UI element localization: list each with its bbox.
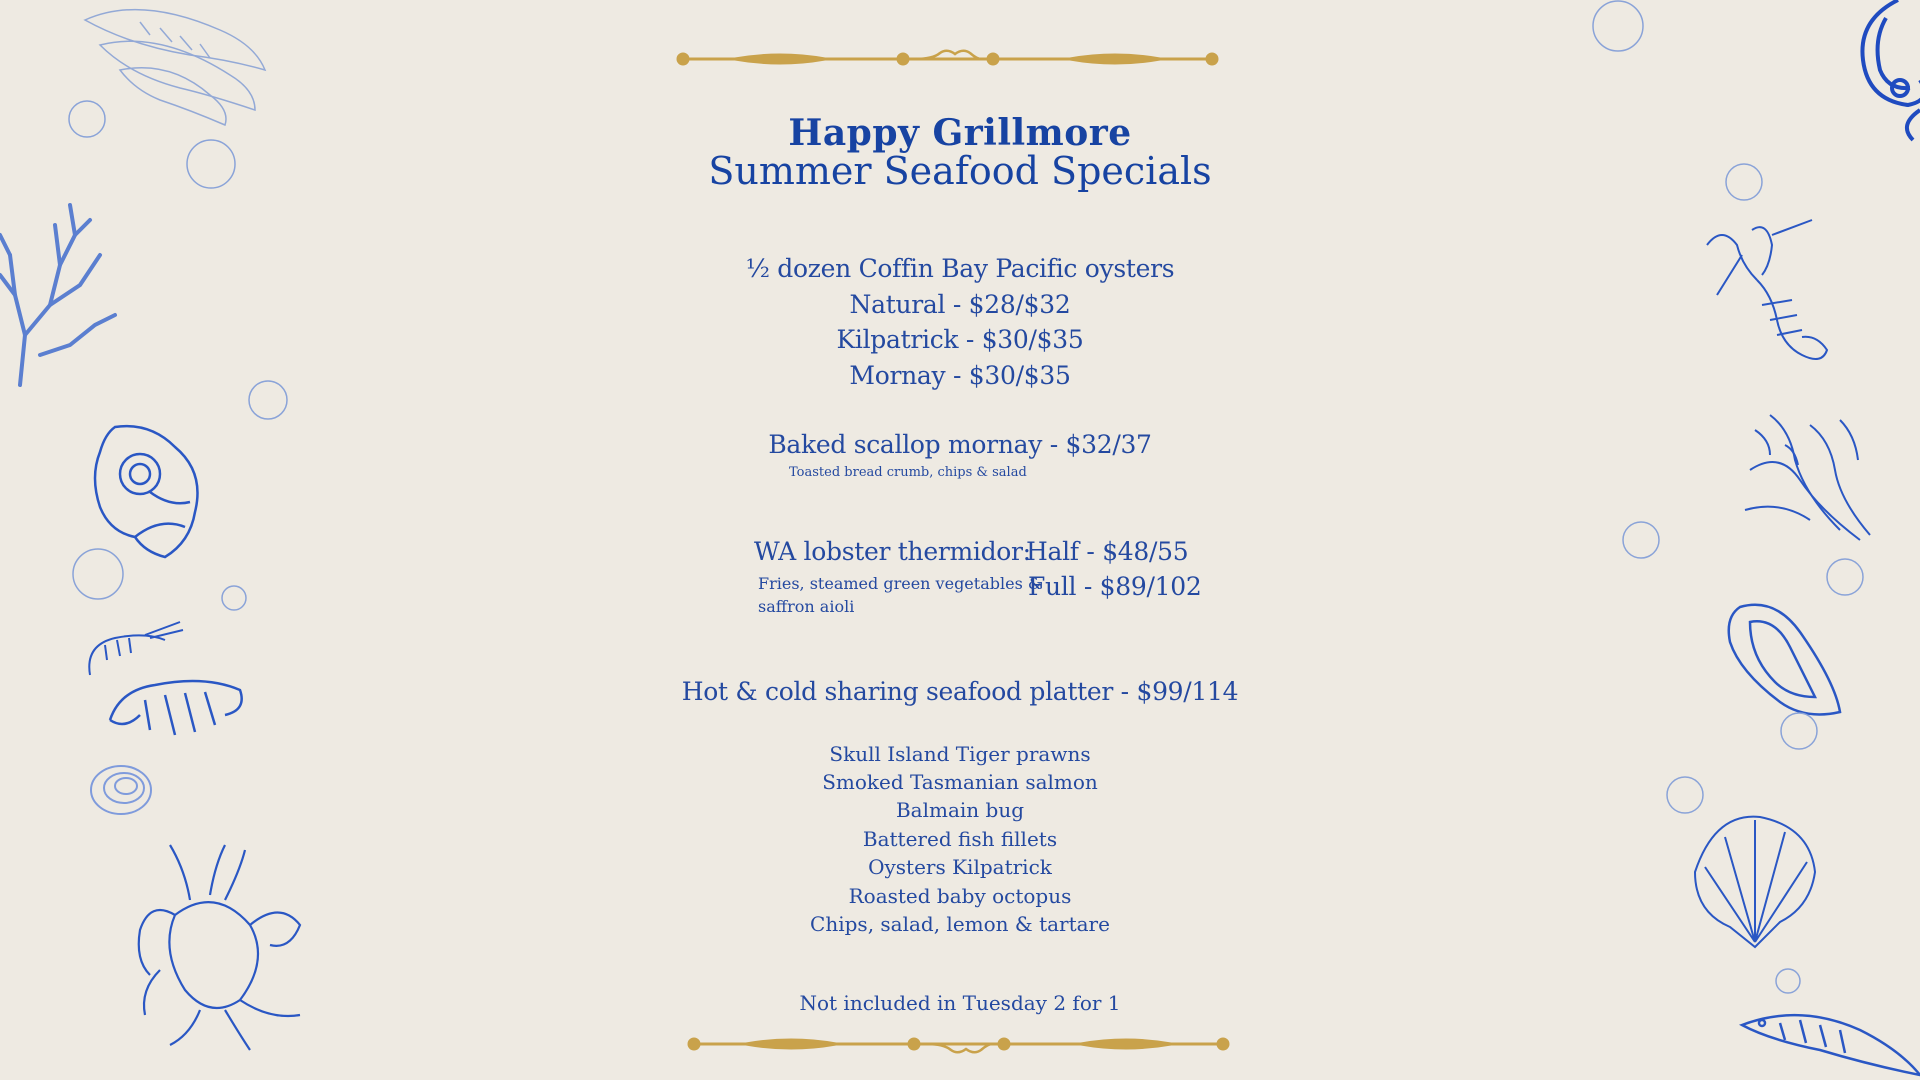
bubble-icon [1592, 0, 1644, 52]
lobster-half-price: Half - $48/55 [1026, 537, 1189, 566]
platter-item: Chips, salad, lemon & tartare [810, 912, 1110, 936]
shell-icon [90, 422, 205, 562]
shrimp-icon [105, 660, 250, 740]
platter-item: Roasted baby octopus [848, 884, 1072, 908]
platter-item: Balmain bug [895, 798, 1025, 822]
bubble-icon [1780, 712, 1818, 750]
platter-line: Hot & cold sharing seafood platter - $99/114 [681, 677, 1239, 706]
bottom-ornament-divider-icon [686, 1033, 1231, 1059]
lobster-icon [1702, 225, 1837, 380]
bubble-icon [248, 380, 288, 420]
oyster-option-kilpatrick: Kilpatrick - $30/$35 [836, 325, 1084, 354]
bubble-icon [186, 139, 236, 189]
scallop-line: Baked scallop mornay - $32/37 [768, 430, 1152, 459]
top-ornament-divider-icon [675, 48, 1220, 74]
seaweed-icon [1740, 410, 1880, 545]
shell-icon [88, 762, 154, 818]
page-title: Summer Seafood Specials [708, 149, 1212, 193]
lobster-note-line-1: Fries, steamed green vegetables & [758, 574, 1043, 593]
crab-icon [130, 840, 310, 1050]
scallop-note: Toasted bread crumb, chips & salad [789, 465, 1027, 480]
bubble-icon [1725, 163, 1763, 201]
footer-note: Not included in Tuesday 2 for 1 [799, 991, 1121, 1015]
oyster-icon [1725, 602, 1843, 720]
bubble-icon [1666, 776, 1704, 814]
scallop-icon [1685, 812, 1820, 947]
oyster-option-natural: Natural - $28/$32 [849, 290, 1071, 319]
bubble-icon [72, 548, 124, 600]
oyster-option-mornay: Mornay - $30/$35 [849, 361, 1071, 390]
lobster-full-price: Full - $89/102 [1028, 572, 1202, 601]
platter-item: Battered fish fillets [862, 827, 1058, 851]
bubble-icon [1826, 558, 1864, 596]
platter-item: Skull Island Tiger prawns [829, 742, 1091, 766]
bubble-icon [221, 585, 247, 611]
bubble-icon [1622, 521, 1660, 559]
lobster-name: WA lobster thermidor: [754, 537, 1031, 566]
lobster-note-line-2: saffron aioli [758, 597, 855, 616]
oysters-heading: ½ dozen Coffin Bay Pacific oysters [745, 254, 1175, 283]
fish-icon [1740, 1005, 1920, 1080]
octopus-tentacle-icon [1838, 0, 1920, 140]
bubble-icon [68, 100, 106, 138]
brand-name: Happy Grillmore [788, 112, 1132, 154]
bubble-icon [1775, 968, 1801, 994]
platter-item: Oysters Kilpatrick [868, 855, 1052, 879]
fish-icon [80, 0, 270, 130]
platter-item: Smoked Tasmanian salmon [822, 770, 1098, 794]
coral-icon [0, 195, 125, 385]
